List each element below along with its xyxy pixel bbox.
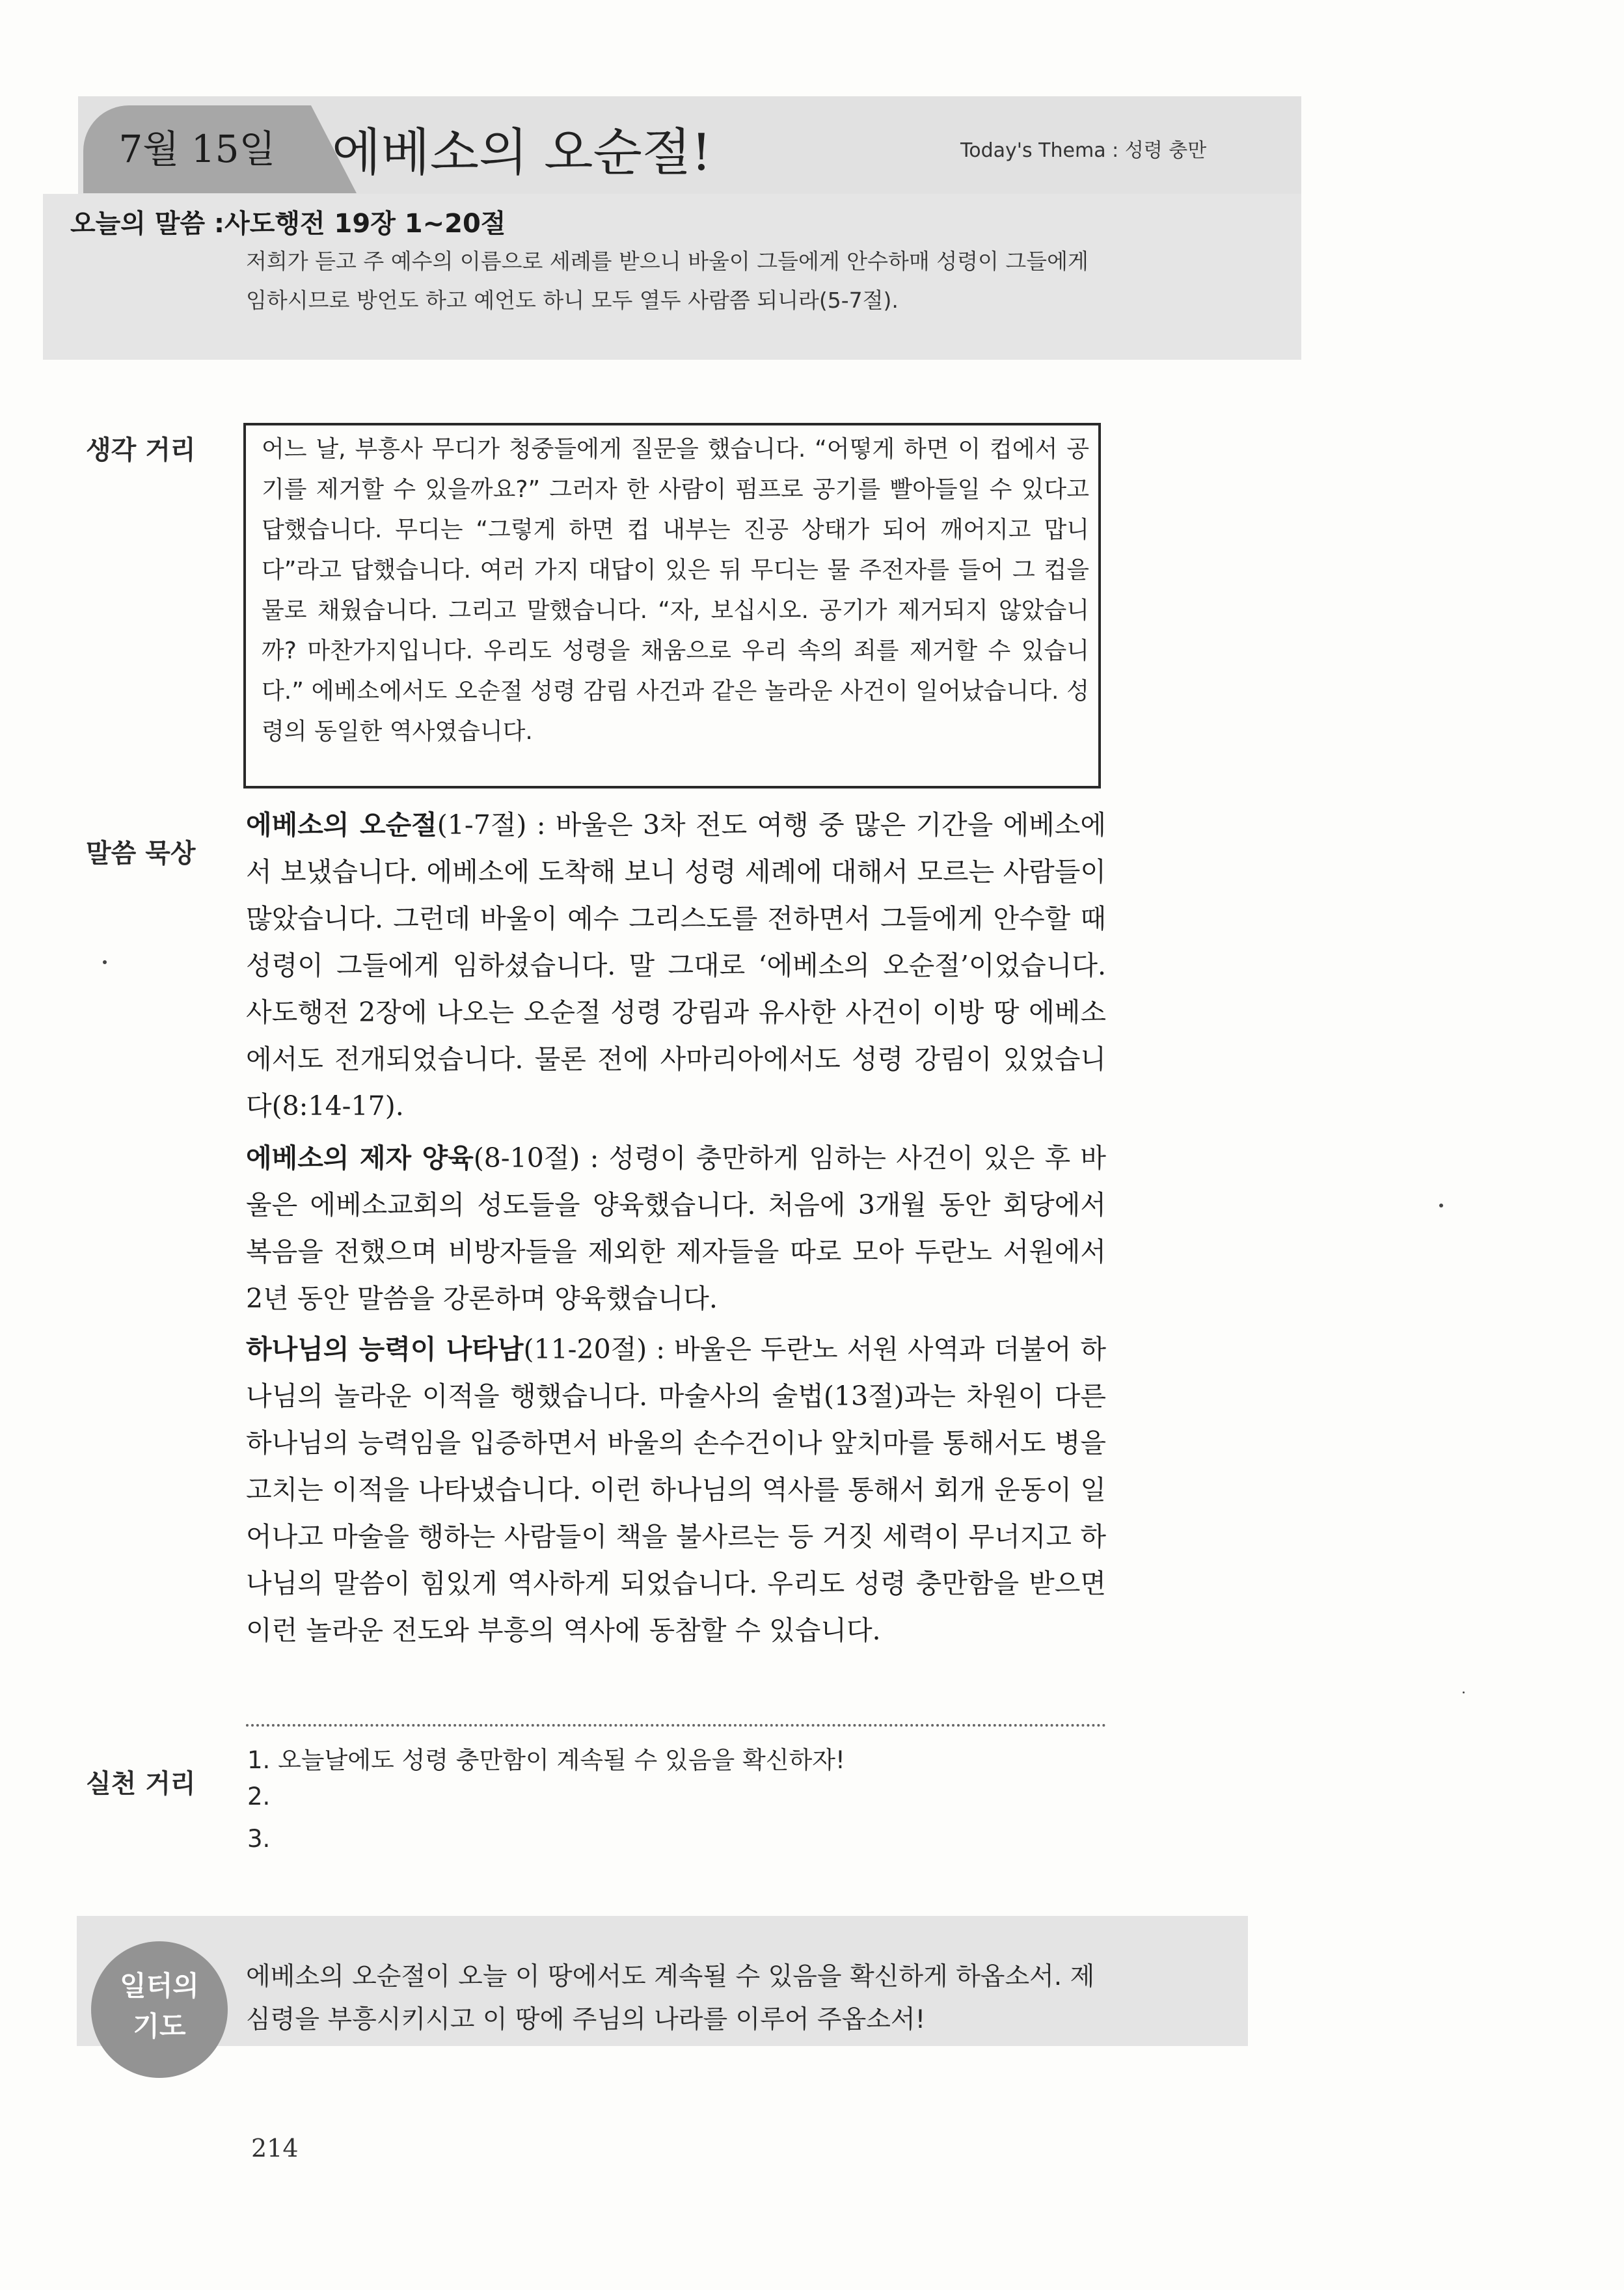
scan-speck (1463, 1691, 1465, 1693)
thinking-label: 생각 거리 (86, 435, 196, 465)
meditation-paragraph (246, 1326, 1106, 1654)
meditation-text: (1-7절) : 바울은 3차 전도 여행 중 많은 기간을 에베소에서 보냈습니다. 에베소에 도착해 보니 성령 세례에 대해서 모르는 사람들이 많았습니다. 그런데 바울이 예수 그리스도를 전하면서 그들에게 안수할 때 성령이 그들에게 임하셨습니다. 말 그대로 ‘에베소의 오순절’이었습니다. 사도행전 2장에 나오는 오순절 성령 강림과 유사한 사건이 이방 땅 에베소에서도 전개되었습니다. 물론 전에 사마리아에서도 성령 강림이 있었습니다(8:14-17). (246, 809, 1106, 1122)
meditation-heading: 에베소의 오순절 (246, 809, 437, 841)
todays-word-heading (70, 203, 506, 240)
practice-label: 실천 거리 (86, 1769, 196, 1799)
todays-word-label: 오늘의 말씀 : (70, 209, 225, 239)
thema-label: Today's Thema : (960, 139, 1125, 162)
thinking-text: 어느 날, 부흥사 무디가 청중들에게 질문을 했습니다. “어떻게 하면 이 컵에서 공기를 제거할 수 있을까요?” 그러자 한 사람이 펌프로 공기를 빨아들일 수 있다고 답했습니다. 무디는 “그렇게 하면 컵 내부는 진공 상태가 되어 깨어지고 맙니다”라고 답했습니다. 여러 가지 대답이 있은 뒤 무디는 물 주전자를 들어 그 컵을 물로 채웠습니다. 그리고 말했습니다. “자, 보십시오. 공기가 제거되지 않았습니까? 마찬가지입니다. 우리도 성령을 채움으로 우리 속의 죄를 제거할 수 있습니다.” 에베소에서도 오순절 성령 감림 사건과 같은 놀라운 사건이 일어났습니다. 성령의 동일한 역사였습니다. (262, 436, 1089, 745)
practice-item: 2. (247, 1783, 271, 1811)
meditation-paragraph (246, 1135, 1106, 1322)
practice-item: 1. 오늘날에도 성령 충만함이 계속될 수 있음을 확신하자! (247, 1746, 845, 1774)
meditation-text: (8-10절) : 성령이 충만하게 임하는 사건이 있은 후 바울은 에베소교회의 성도들을 양육했습니다. 처음에 3개월 동안 회당에서 복음을 전했으며 비방자들을 제외한 제자들을 따로 모아 두란노 서원에서 2년 동안 말씀을 강론하며 양육했습니다. (246, 1142, 1106, 1314)
scan-speck (103, 960, 107, 964)
section-divider (246, 1724, 1106, 1727)
page-number: 214 (251, 2134, 299, 2162)
meditation-label: 말씀 묵상 (86, 839, 196, 869)
meditation-text: (11-20절) : 바울은 두란노 서원 사역과 더불어 하나님의 놀라운 이적을 행했습니다. 마술사의 술법(13절)과는 차원이 다른 하나님의 능력임을 입증하면서 바울의 손수건이나 앞치마를 통해서도 병을 고치는 이적을 나타냈습니다. 이런 하나님의 역사를 통해서 회개 운동이 일어나고 마술을 행하는 사람들이 책을 불사르는 등 거짓 세력이 무너지고 하나님의 말씀이 힘있게 역사하게 되었습니다. 우리도 성령 충만함을 받으면 이런 놀라운 전도와 부흥의 역사에 동참할 수 있습니다. (246, 1334, 1106, 1646)
todays-word-reference: 사도행전 19장 1~20절 (224, 209, 506, 239)
meditation-heading: 하나님의 능력이 나타남 (246, 1334, 524, 1365)
meditation-heading: 에베소의 제자 양육 (246, 1142, 474, 1174)
date-label: 7월 15일 (118, 127, 276, 171)
practice-item: 3. (247, 1825, 271, 1853)
page-title: 에베소의 오순절! (332, 124, 712, 182)
prayer-badge (91, 1941, 228, 2078)
todays-word-text: 저희가 듣고 주 예수의 이름으로 세례를 받으니 바울이 그들에게 안수하매 성령이 그들에게 임하시므로 방언도 하고 예언도 하니 모두 열두 사람쯤 되니라(5-7절). (246, 249, 1089, 313)
todays-thema (960, 134, 1206, 163)
prayer-label-line2: 기도 (133, 2010, 186, 2042)
scan-speck (1439, 1204, 1443, 1207)
prayer-label-line1: 일터의 (120, 1970, 199, 2002)
meditation-paragraph (246, 801, 1106, 1129)
thema-value: 성령 충만 (1124, 139, 1207, 162)
prayer-text: 에베소의 오순절이 오늘 이 땅에서도 계속될 수 있음을 확신하게 하옵소서. 제 심령을 부흥시키시고 이 땅에 주님의 나라를 이루어 주옵소서! (246, 1962, 1095, 2034)
